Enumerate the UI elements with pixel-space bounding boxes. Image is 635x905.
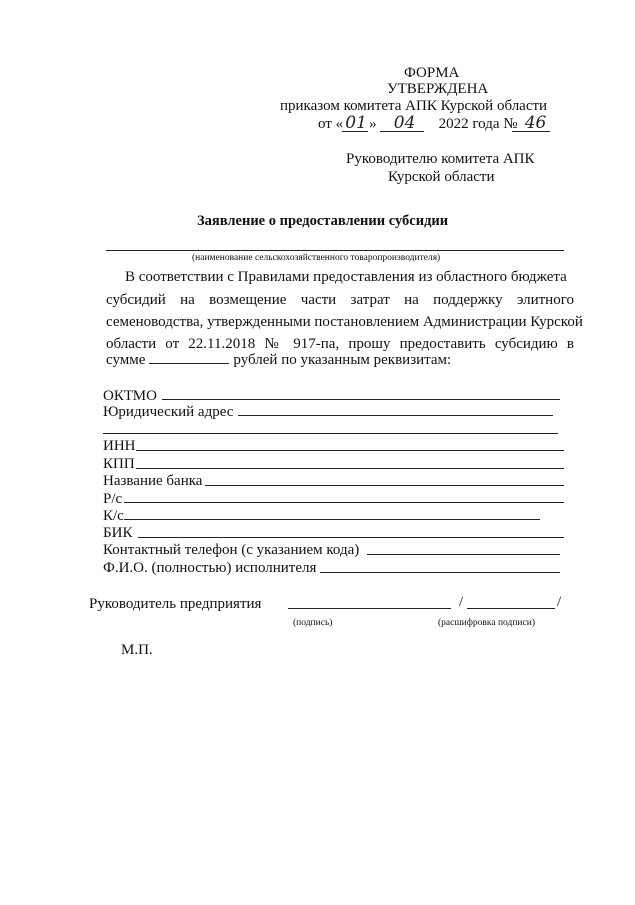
order-number-underline [512, 131, 550, 132]
signature-decode-caption: (расшифровка подписи) [438, 618, 535, 628]
order-number: 46 [524, 113, 547, 133]
producer-caption: (наименование сельскохозяйственного товаропроизводителя) [192, 253, 441, 263]
field-executor-label: Ф.И.О. (полностью) исполнителя [103, 560, 317, 576]
field-oktmo-line[interactable] [162, 399, 560, 400]
document-title: Заявление о предоставлении субсидии [197, 213, 449, 229]
stamp-label: М.П. [121, 642, 153, 658]
signature-line[interactable] [288, 608, 451, 609]
date-year: 2022 года № [438, 116, 518, 132]
addressee-line2: Курской области [388, 169, 495, 185]
date-prefix: от « [318, 116, 344, 132]
body-line1: В соответствии с Правилами предоставления из областного бюджета [125, 269, 567, 285]
body-line3: семеноводства, утвержденными постановлением Администрации Курской [106, 314, 583, 330]
producer-name-line [106, 250, 564, 251]
field-ks-line[interactable] [124, 519, 540, 520]
field-kpp-line[interactable] [136, 468, 564, 469]
date-day-underline [342, 131, 368, 132]
field-oktmo-label: ОКТМО [103, 388, 157, 404]
date-month: 04 [393, 113, 416, 133]
field-rs-line[interactable] [124, 502, 564, 503]
signature-label: Руководитель предприятия [89, 596, 262, 612]
field-inn-line[interactable] [136, 450, 564, 451]
field-phone-label: Контактный телефон (с указанием кода) [103, 542, 360, 558]
body-line2: субсидий на возмещение части затрат на поддержку элитного [106, 292, 574, 308]
signature-caption: (подпись) [293, 618, 333, 628]
sum-blank[interactable] [149, 350, 229, 364]
field-executor-line[interactable] [320, 572, 560, 573]
field-bik-line[interactable] [138, 537, 564, 538]
signature-slash-left: / [459, 594, 464, 610]
addressee-line1: Руководителю комитета АПК [346, 151, 535, 167]
signature-slash-right: / [557, 594, 562, 610]
date-mid: » [369, 116, 377, 132]
approved-label: УТВЕРЖДЕНА [387, 81, 489, 97]
body-line4: области от 22.11.2018 № 917-па, прошу предоставить субсидию в [106, 336, 574, 352]
body-line5 [106, 350, 451, 369]
field-phone-line[interactable] [367, 554, 560, 555]
sum-suffix: рублей по указанным реквизитам: [233, 352, 452, 368]
field-bank-name-label: Название банка [103, 473, 203, 489]
field-rs-label: Р/с [103, 491, 123, 507]
field-legal-address-line2[interactable] [103, 433, 558, 434]
date-day: 01 [345, 113, 367, 133]
field-kpp-label: КПП [103, 456, 135, 472]
form-label: ФОРМА [404, 65, 460, 81]
field-ks-label: К/с [103, 508, 124, 524]
field-legal-address-line[interactable] [238, 415, 553, 416]
date-month-underline [380, 131, 424, 132]
field-legal-address-label: Юридический адрес [103, 404, 234, 420]
sum-prefix: сумме [106, 352, 146, 368]
field-bank-name-line[interactable] [205, 485, 564, 486]
order-line: приказом комитета АПК Курской области [280, 98, 548, 114]
signature-decode-line[interactable] [467, 608, 555, 609]
field-bik-label: БИК [103, 525, 133, 541]
field-inn-label: ИНН [103, 438, 136, 454]
